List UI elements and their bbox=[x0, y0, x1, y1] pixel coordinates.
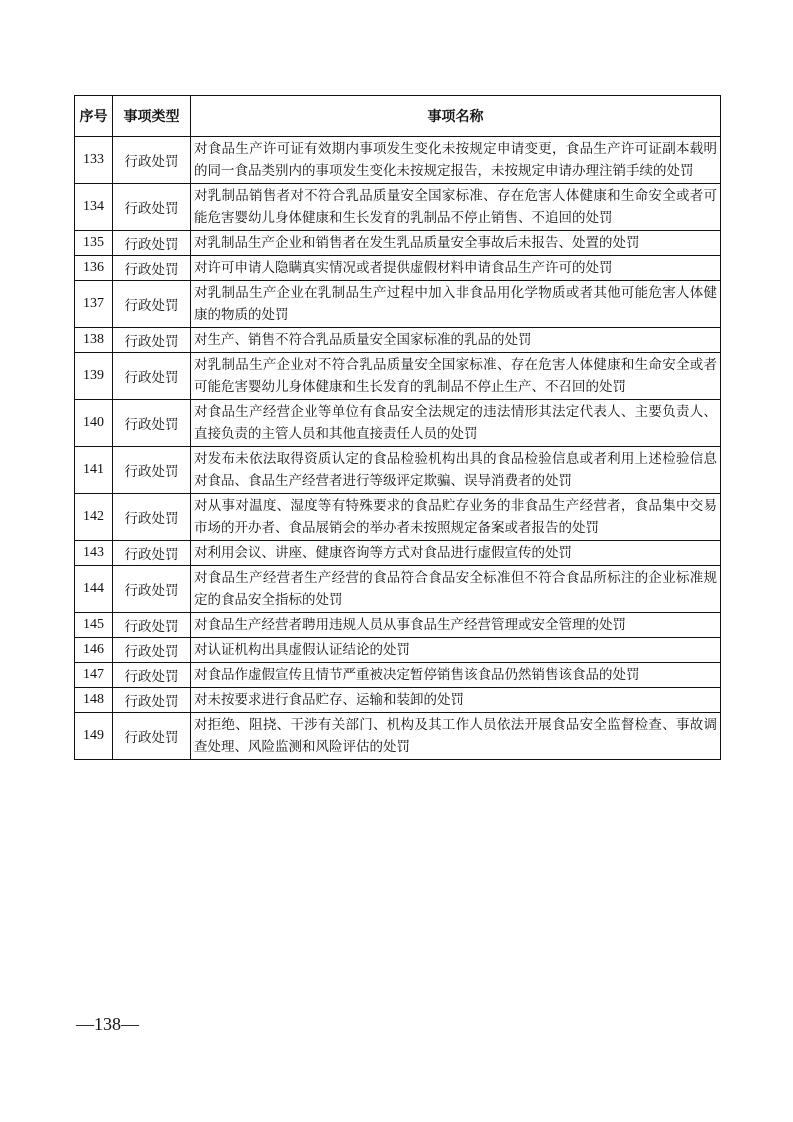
row-number: 138 bbox=[75, 328, 113, 353]
header-name: 事项名称 bbox=[191, 96, 721, 137]
row-item-type: 行政处罚 bbox=[113, 184, 191, 231]
row-item-type: 行政处罚 bbox=[113, 638, 191, 663]
row-number: 142 bbox=[75, 494, 113, 541]
row-number: 139 bbox=[75, 353, 113, 400]
table-row bbox=[75, 231, 721, 256]
row-item-type: 行政处罚 bbox=[113, 400, 191, 447]
row-item-type: 行政处罚 bbox=[113, 566, 191, 613]
row-number: 143 bbox=[75, 541, 113, 566]
row-number: 145 bbox=[75, 613, 113, 638]
table-row bbox=[75, 256, 721, 281]
row-number: 136 bbox=[75, 256, 113, 281]
row-item-name: 对认证机构出具虚假认证结论的处罚 bbox=[191, 638, 721, 663]
row-number: 134 bbox=[75, 184, 113, 231]
table-row bbox=[75, 184, 721, 231]
row-item-name: 对拒绝、阻挠、干涉有关部门、机构及其工作人员依法开展食品安全监督检查、事故调查处理、风险监测和风险评估的处罚 bbox=[191, 713, 721, 760]
header-no: 序号 bbox=[75, 96, 113, 137]
table-row bbox=[75, 688, 721, 713]
row-item-name: 对乳制品生产企业在乳制品生产过程中加入非食品用化学物质或者其他可能危害人体健康的物质的处罚 bbox=[191, 281, 721, 328]
row-item-name: 对从事对温度、湿度等有特殊要求的食品贮存业务的非食品生产经营者，食品集中交易市场的开办者、食品展销会的举办者未按照规定备案或者报告的处罚 bbox=[191, 494, 721, 541]
table-row bbox=[75, 137, 721, 184]
table-row bbox=[75, 566, 721, 613]
row-item-type: 行政处罚 bbox=[113, 231, 191, 256]
row-item-name: 对食品生产许可证有效期内事项发生变化未按规定申请变更，食品生产许可证副本载明的同一食品类别内的事项发生变化未按规定报告，未按规定申请办理注销手续的处罚 bbox=[191, 137, 721, 184]
table-row bbox=[75, 663, 721, 688]
row-item-type: 行政处罚 bbox=[113, 137, 191, 184]
row-number: 147 bbox=[75, 663, 113, 688]
row-item-type: 行政处罚 bbox=[113, 541, 191, 566]
row-item-name: 对乳制品生产企业对不符合乳品质量安全国家标准、存在危害人体健康和生命安全或者可能危害婴幼儿身体健康和生长发育的乳制品不停止生产、不召回的处罚 bbox=[191, 353, 721, 400]
row-item-type: 行政处罚 bbox=[113, 613, 191, 638]
table-header-row bbox=[75, 96, 721, 137]
row-item-type: 行政处罚 bbox=[113, 353, 191, 400]
row-number: 137 bbox=[75, 281, 113, 328]
row-number: 144 bbox=[75, 566, 113, 613]
table-body bbox=[75, 137, 721, 760]
page-number: —138— bbox=[76, 1014, 139, 1034]
row-item-type: 行政处罚 bbox=[113, 713, 191, 760]
row-item-name: 对未按要求进行食品贮存、运输和装卸的处罚 bbox=[191, 688, 721, 713]
row-item-name: 对食品生产经营企业等单位有食品安全法规定的违法情形其法定代表人、主要负责人、直接负责的主管人员和其他直接责任人员的处罚 bbox=[191, 400, 721, 447]
row-item-name: 对生产、销售不符合乳品质量安全国家标准的乳品的处罚 bbox=[191, 328, 721, 353]
table-row bbox=[75, 713, 721, 760]
row-item-name: 对利用会议、讲座、健康咨询等方式对食品进行虚假宣传的处罚 bbox=[191, 541, 721, 566]
table-row bbox=[75, 613, 721, 638]
table-row bbox=[75, 494, 721, 541]
row-number: 135 bbox=[75, 231, 113, 256]
table-row bbox=[75, 638, 721, 663]
row-item-name: 对许可申请人隐瞒真实情况或者提供虚假材料申请食品生产许可的处罚 bbox=[191, 256, 721, 281]
row-item-name: 对发布未依法取得资质认定的食品检验机构出具的食品检验信息或者利用上述检验信息对食品、食品生产经营者进行等级评定欺骗、误导消费者的处罚 bbox=[191, 447, 721, 494]
row-item-name: 对乳制品销售者对不符合乳品质量安全国家标准、存在危害人体健康和生命安全或者可能危害婴幼儿身体健康和生长发育的乳制品不停止销售、不追回的处罚 bbox=[191, 184, 721, 231]
header-type: 事项类型 bbox=[113, 96, 191, 137]
row-item-type: 行政处罚 bbox=[113, 328, 191, 353]
row-item-type: 行政处罚 bbox=[113, 494, 191, 541]
row-number: 146 bbox=[75, 638, 113, 663]
table-row bbox=[75, 328, 721, 353]
row-item-type: 行政处罚 bbox=[113, 663, 191, 688]
row-item-name: 对乳制品生产企业和销售者在发生乳品质量安全事故后未报告、处置的处罚 bbox=[191, 231, 721, 256]
row-item-type: 行政处罚 bbox=[113, 688, 191, 713]
row-item-type: 行政处罚 bbox=[113, 256, 191, 281]
row-item-name: 对食品作虚假宣传且情节严重被决定暂停销售该食品仍然销售该食品的处罚 bbox=[191, 663, 721, 688]
row-number: 148 bbox=[75, 688, 113, 713]
items-table bbox=[74, 95, 721, 760]
table-row bbox=[75, 400, 721, 447]
row-number: 141 bbox=[75, 447, 113, 494]
row-item-type: 行政处罚 bbox=[113, 447, 191, 494]
row-number: 149 bbox=[75, 713, 113, 760]
row-item-name: 对食品生产经营者生产经营的食品符合食品安全标准但不符合食品所标注的企业标准规定的食品安全指标的处罚 bbox=[191, 566, 721, 613]
row-number: 133 bbox=[75, 137, 113, 184]
table-row bbox=[75, 281, 721, 328]
row-item-name: 对食品生产经营者聘用违规人员从事食品生产经营管理或安全管理的处罚 bbox=[191, 613, 721, 638]
table-row bbox=[75, 353, 721, 400]
row-number: 140 bbox=[75, 400, 113, 447]
row-item-type: 行政处罚 bbox=[113, 281, 191, 328]
table-row bbox=[75, 447, 721, 494]
table-row bbox=[75, 541, 721, 566]
